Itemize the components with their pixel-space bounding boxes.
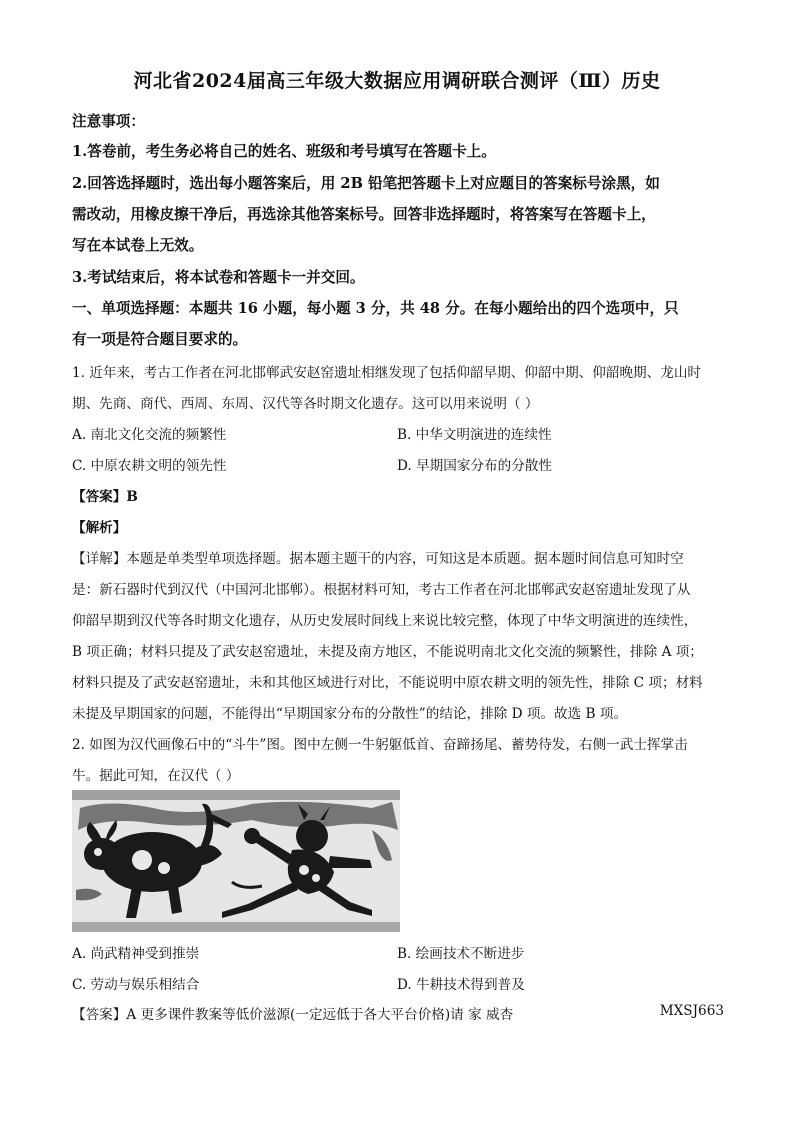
q1-detail-line-2: 是：新石器时代到汉代（中国河北邯郸）。根据材料可知，考古工作者在河北邯郸武安赵窑遗址发现了从 — [72, 582, 691, 598]
footer-answer-text: 【答案】A 更多课件教案等低价滋源(一定远低于各大平台价格)请 家 威杏 — [72, 1007, 514, 1023]
footer-code: MXSJ663 — [659, 1003, 724, 1019]
page-title: 河北省2024届高三年级大数据应用调研联合测评（Ⅲ）历史 — [133, 70, 661, 92]
footer-line — [72, 1003, 724, 1023]
q1-option-a: A. 南北文化交流的频繁性 — [72, 427, 227, 443]
q2-option-b: B. 绘画技术不断进步 — [397, 946, 525, 962]
section-heading-line-1: 一、单项选择题：本题共 16 小题，每小题 3 分，共 48 分。在每小题给出的四个选项中，只 — [72, 300, 679, 317]
q2-option-a: A. 尚武精神受到推崇 — [72, 946, 200, 962]
q1-detail-line-3: 仰韶早期到汉代等各时期文化遗存，从历史发展时间线上来说比较完整，体现了中华文明演进的连续性， — [72, 613, 698, 629]
notice-heading: 注意事项： — [72, 113, 145, 130]
q1-analysis-label: 【解析】 — [72, 520, 127, 536]
bull-fight-stone-relief-image — [72, 790, 400, 932]
q1-option-d: D. 早期国家分布的分散性 — [397, 458, 552, 474]
q2-stem-line-1: 2. 如图为汉代画像石中的“斗牛”图。图中左侧一牛躬躯低首、奋蹄扬尾、蓄势待发，右侧一武士挥掌击 — [72, 737, 688, 753]
notice-item-1: 1.答卷前，考生务必将自己的姓名、班级和考号填写在答题卡上。 — [72, 143, 496, 160]
q2-option-d: D. 牛耕技术得到普及 — [397, 977, 525, 993]
section-heading-line-2: 有一项是符合题目要求的。 — [72, 331, 248, 348]
notice-item-2-line-1: 2.回答选择题时，选出每小题答案后，用 2B 铅笔把答题卡上对应题目的答案标号涂黑，如 — [72, 175, 660, 192]
q2-option-c: C. 劳动与娱乐相结合 — [72, 977, 200, 993]
q1-option-c: C. 中原农耕文明的领先性 — [72, 458, 227, 474]
notice-item-3: 3.考试结束后，将本试卷和答题卡一并交回。 — [72, 269, 365, 286]
q1-stem-line-1: 1. 近年来，考古工作者在河北邯郸武安赵窑遗址相继发现了包括仰韶早期、仰韶中期、仰韶晚期、龙山时 — [72, 365, 702, 381]
q1-detail-line-1: 【详解】本题是单类型单项选择题。据本题主题干的内容，可知这是本质题。据本题时间信息可知时空 — [72, 551, 684, 567]
q2-stem-line-2: 牛。据此可知，在汉代（ ） — [72, 768, 240, 784]
q1-detail-line-5: 材料只提及了武安赵窑遗址，未和其他区域进行对比，不能说明中原农耕文明的领先性，排除 C 项；材料 — [72, 675, 703, 691]
q1-stem-line-2: 期、先商、商代、西周、东周、汉代等各时期文化遗存。这可以用来说明（ ） — [72, 396, 539, 412]
q1-answer: 【答案】B — [72, 489, 138, 505]
notice-item-2-line-2: 需改动，用橡皮擦干净后，再选涂其他答案标号。回答非选择题时，将答案写在答题卡上， — [72, 206, 656, 223]
q1-option-b: B. 中华文明演进的连续性 — [397, 427, 552, 443]
notice-item-2-line-3: 写在本试卷上无效。 — [72, 237, 204, 254]
q1-detail-line-4: B 项正确；材料只提及了武安赵窑遗址，未提及南方地区，不能说明南北文化交流的频繁性，排除 A 项； — [72, 644, 703, 660]
q1-detail-line-6: 未提及早期国家的问题，不能得出“早期国家分布的分散性”的结论，排除 D 项。故选 B 项。 — [72, 706, 628, 722]
